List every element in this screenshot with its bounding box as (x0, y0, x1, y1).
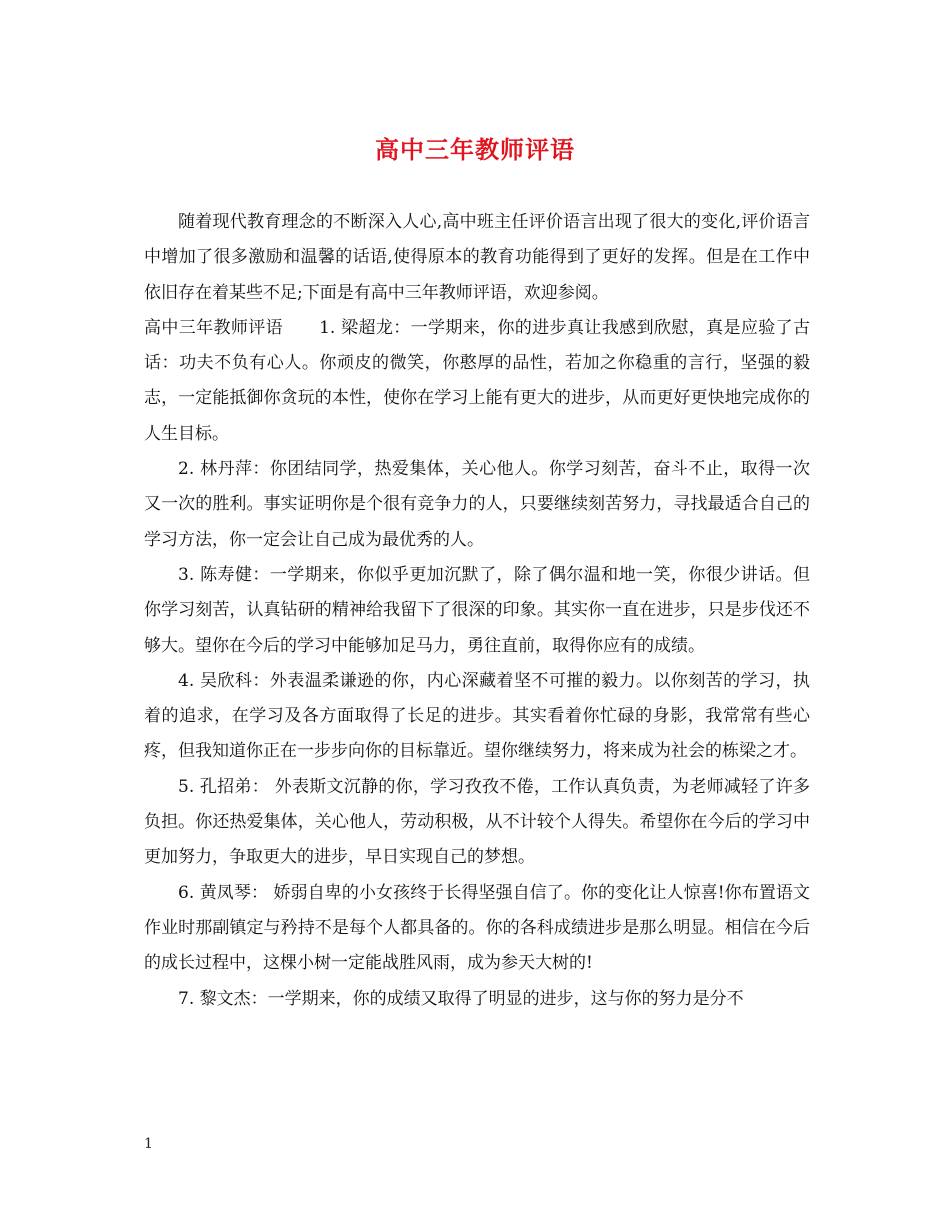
comment-paragraph-5: 5. 孔招弟： 外表斯文沉静的你，学习孜孜不倦，工作认真负责，为老师减轻了许多负担。你还热爱集体，关心他人，劳动积极，从不计较个人得失。希望你在今后的学习中更加努力，争取更大的进步，早日实现自己的梦想。 (144, 776, 810, 868)
comment-paragraph-1 (144, 311, 810, 452)
comment-paragraph-6: 6. 黄凤琴： 娇弱自卑的小女孩终于长得坚强自信了。你的变化让人惊喜!你布置语文作业时那副镇定与矜持不是每个人都具备的。你的各科成绩进步是那么明显。相信在今后的成长过程中，这棵小树一定能战胜风雨，成为参天大树的! (144, 882, 810, 974)
comment-text-1: 1. 梁超龙：一学期来，你的进步真让我感到欣慰，真是应验了古话：功夫不负有心人。你顽皮的微笑，你憨厚的品性，若加之你稳重的言行，坚强的毅志，一定能抵御你贪玩的本性，使你在学习上能有更大的进步，从而更好更快地完成你的人生目标。 (144, 317, 811, 444)
intro-paragraph: 随着现代教育理念的不断深入人心,高中班主任评价语言出现了很大的变化,评价语言中增加了很多激励和温馨的话语,使得原本的教育功能得到了更好的发挥。但是在工作中依旧存在着某些不足;下面是有高中三年教师评语，欢迎参阅。 (144, 212, 810, 303)
comment-paragraph-4: 4. 吴欣科：外表温柔谦逊的你，内心深藏着坚不可摧的毅力。以你刻苦的学习，执着的追求，在学习及各方面取得了长足的进步。其实看着你忙碌的身影，我常常有些心疼，但我知道你正在一步步向你的目标靠近。望你继续努力，将来成为社会的栋梁之才。 (144, 670, 810, 762)
section-label: 高中三年教师评语 (144, 317, 284, 338)
comment-paragraph-3: 3. 陈寿健：一学期来，你似乎更加沉默了，除了偶尔温和地一笑，你很少讲话。但你学习刻苦，认真钻研的精神给我留下了很深的印象。其实你一直在进步，只是步伐还不够大。望你在今后的学习中能够加足马力，勇往直前，取得你应有的成绩。 (144, 564, 810, 656)
document-title: 高中三年教师评语 (375, 135, 575, 164)
comment-paragraph-7: 7. 黎文杰：一学期来，你的成绩又取得了明显的进步，这与你的努力是分不 (178, 988, 744, 1009)
document-body (144, 205, 810, 1017)
comment-paragraph-2: 2. 林丹萍：你团结同学，热爱集体，关心他人。你学习刻苦，奋斗不止，取得一次又一次的胜利。事实证明你是个很有竞争力的人，只要继续刻苦努力，寻找最适合自己的学习方法，你一定会让自己成为最优秀的人。 (144, 459, 810, 550)
page-number: 1 (144, 1136, 153, 1152)
